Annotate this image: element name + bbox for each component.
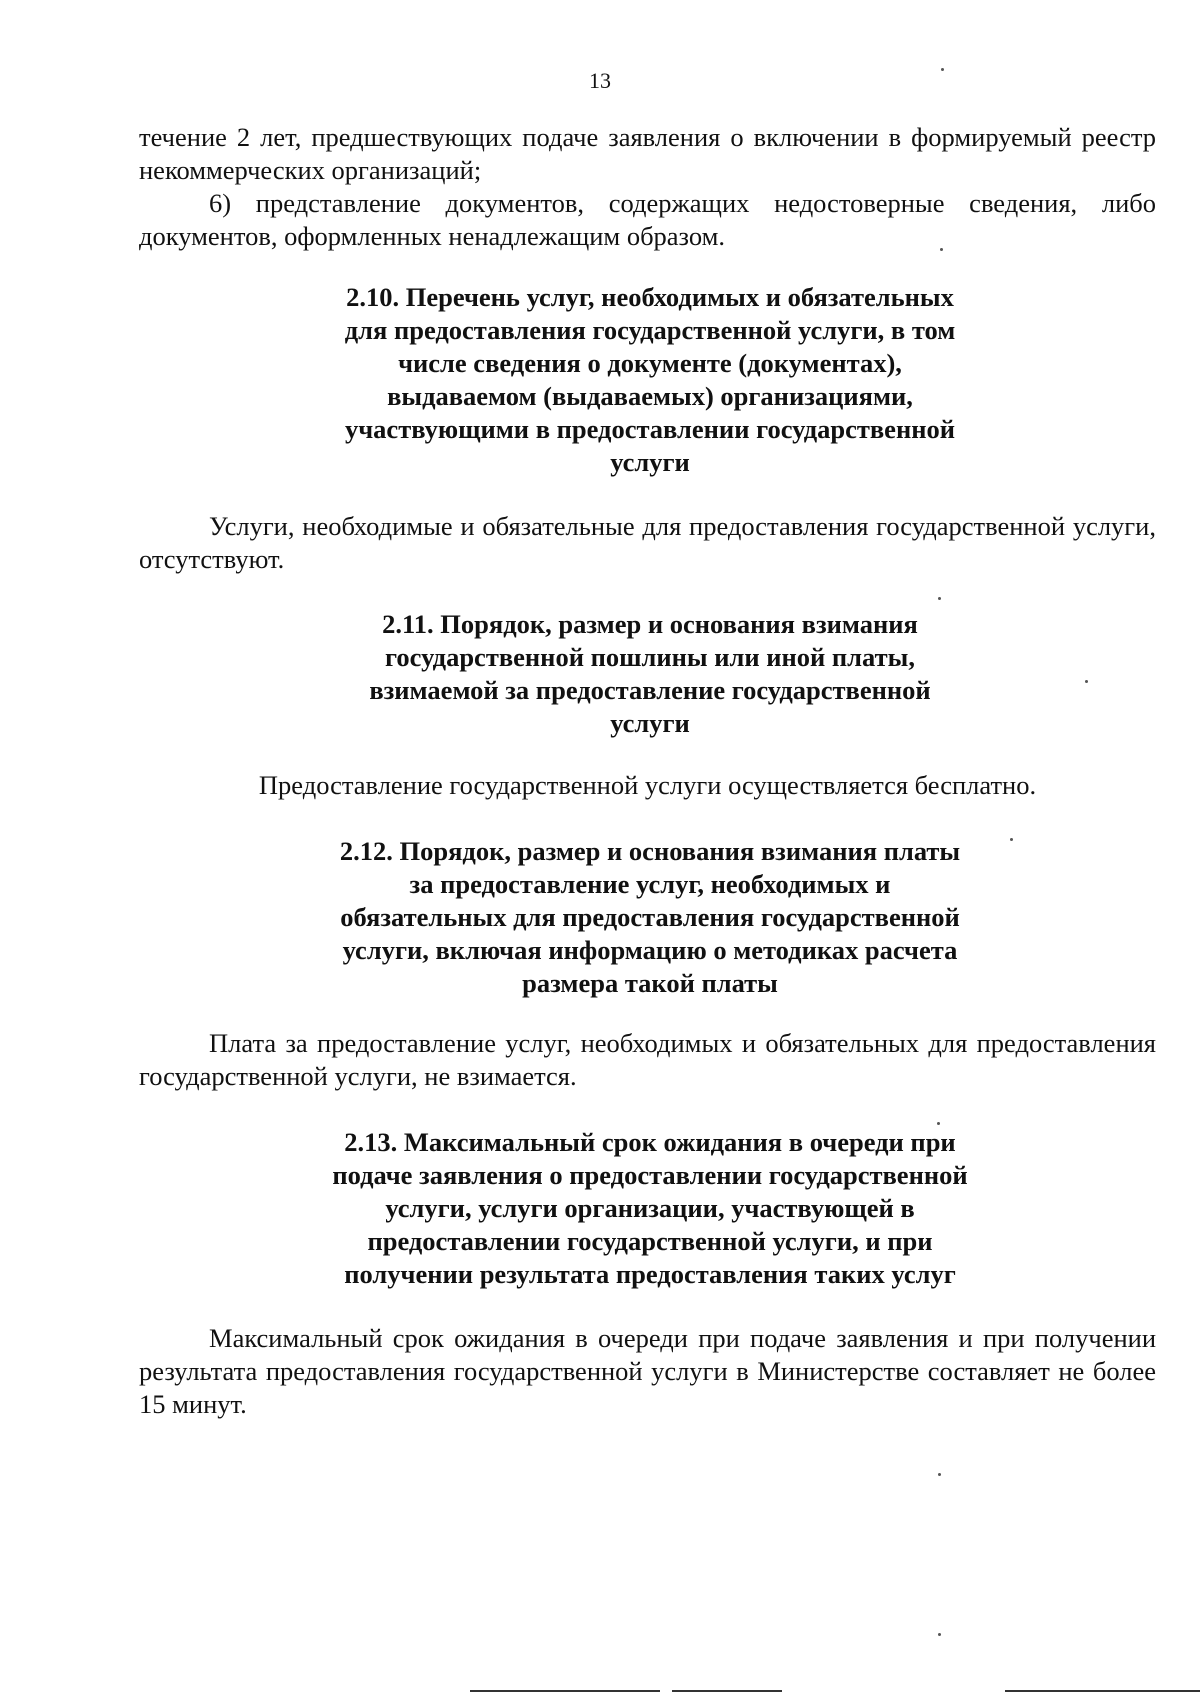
- heading-line: за предоставление услуг, необходимых и: [409, 869, 891, 899]
- heading-line: государственной пошлины или иной платы,: [385, 642, 915, 672]
- scan-edge-line: [470, 1690, 660, 1692]
- heading-line: услуги, включая информацию о методиках расчета: [342, 935, 958, 965]
- paragraph-section-2-10-body: Услуги, необходимые и обязательные для предоставления государственной услуги, отсутствуют.: [139, 511, 1156, 574]
- heading-line: для предоставления государственной услуги, в том: [344, 315, 956, 345]
- heading-line: 2.10. Перечень услуг, необходимых и обязательных: [346, 282, 954, 312]
- heading-line: обязательных для предоставления государственной: [340, 902, 960, 932]
- paragraph-section-2-12-body: Плата за предоставление услуг, необходимых и обязательных для предоставления государственной услуги, не взимается.: [139, 1028, 1156, 1091]
- heading-line: участвующими в предоставлении государственной: [344, 414, 956, 444]
- heading-line: 2.13. Максимальный срок ожидания в очереди при: [344, 1127, 956, 1157]
- scan-speck: [940, 248, 943, 251]
- scan-speck: [941, 68, 944, 71]
- heading-line: 2.11. Порядок, размер и основания взимания: [382, 609, 918, 639]
- scan-speck: [1010, 838, 1013, 841]
- heading-line: подаче заявления о предоставлении государственной: [332, 1160, 968, 1190]
- section-heading-2-12: [240, 835, 1060, 1000]
- scan-edge-line: [672, 1690, 782, 1692]
- scan-speck: [937, 1122, 940, 1125]
- paragraph-item-6: 6) представление документов, содержащих недостоверные сведения, либо документов, оформленных ненадлежащим образом.: [139, 188, 1156, 251]
- heading-line: 2.12. Порядок, размер и основания взимания платы: [339, 836, 961, 866]
- heading-line: размера такой платы: [522, 968, 778, 998]
- heading-line: получении результата предоставления таких услуг: [344, 1259, 956, 1289]
- scan-speck: [1085, 680, 1088, 683]
- scan-speck: [938, 597, 941, 600]
- heading-line: взимаемой за предоставление государственной: [369, 675, 931, 705]
- paragraph-section-2-11-body: Предоставление государственной услуги осуществляется бесплатно.: [258, 770, 1037, 800]
- scan-edge-line: [1005, 1690, 1200, 1692]
- page-number: 13: [589, 68, 611, 93]
- heading-line: числе сведения о документе (документах),: [398, 348, 902, 378]
- scan-speck: [938, 1633, 941, 1636]
- paragraph-section-2-13-body: Максимальный срок ожидания в очереди при подаче заявления и при получении результата предоставления государственной услуги в Министерстве составляет не более 15 минут.: [139, 1323, 1156, 1419]
- heading-line: предоставлении государственной услуги, и при: [367, 1226, 933, 1256]
- heading-line: услуги: [610, 708, 690, 738]
- section-heading-2-11: [240, 608, 1060, 740]
- section-heading-2-10: [240, 281, 1060, 479]
- heading-line: услуги: [610, 447, 690, 477]
- scan-speck: [938, 1473, 941, 1476]
- section-heading-2-13: [240, 1126, 1060, 1291]
- heading-line: услуги, услуги организации, участвующей в: [385, 1193, 915, 1223]
- paragraph-continuation: течение 2 лет, предшествующих подаче заявления о включении в формируемый реестр некоммерческих организаций;: [139, 122, 1156, 185]
- heading-line: выдаваемом (выдаваемых) организациями,: [387, 381, 913, 411]
